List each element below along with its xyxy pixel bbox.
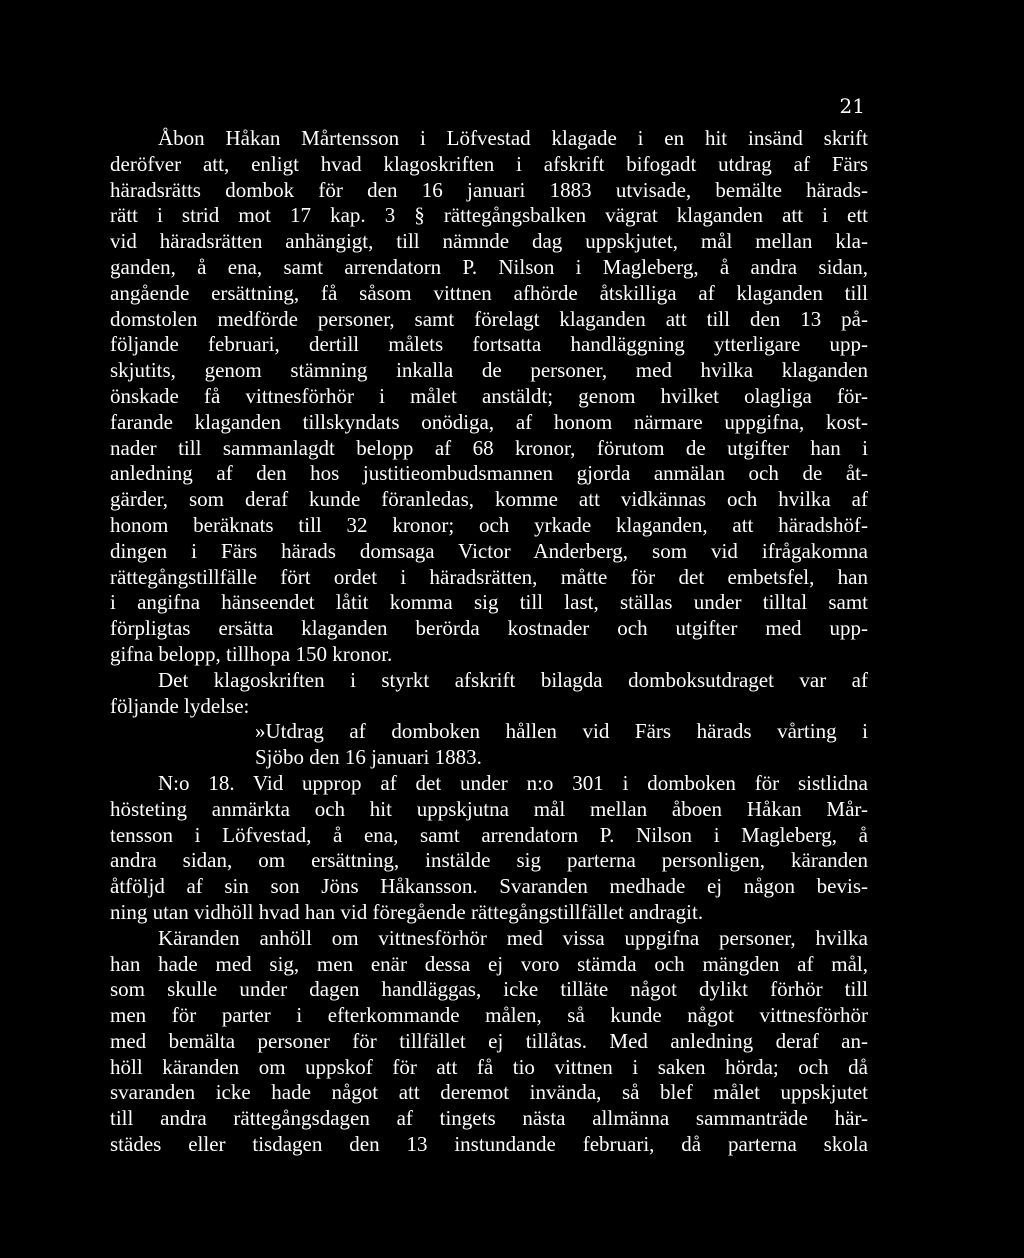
text-line: till andra rättegångsdagen af tingets nästa allmänna sammanträde här-	[110, 1106, 868, 1131]
text-line: Det klagoskriften i styrkt afskrift bilagda domboksutdraget var af	[158, 667, 868, 692]
text-line: Åbon Håkan Mårtensson i Löfvestad klagade i en hit insänd skrift	[158, 126, 868, 150]
text-line: han hade med sig, men enär dessa ej voro stämda och mängden af mål,	[110, 951, 868, 976]
text-line: N:o 18. Vid upprop af det under n:o 301 i domboken för sistlidna	[158, 770, 868, 795]
text-line: vid häradsrätten anhängigt, till nämnde dag uppskjutet, mål mellan kla-	[110, 229, 868, 254]
page-number: 21	[839, 94, 865, 118]
paragraph-intro-extract	[110, 668, 868, 720]
text-line: önskade få vittnesförhör i målet anstäldt; genom hvilket olagliga för-	[110, 383, 868, 408]
text-line: gifna belopp, tillhopa 150 kronor.	[110, 641, 393, 666]
text-line: Käranden anhöll om vittnesförhör med vissa uppgifna personer, hvilka	[158, 925, 868, 950]
paragraph-complaint	[110, 126, 868, 668]
text-line: häradsrätts dombok för den 16 januari 1883 utvisade, bemälte härads-	[110, 177, 868, 202]
text-line: ganden, å ena, samt arrendatorn P. Nilson i Magleberg, å andra sidan,	[110, 254, 868, 279]
text-line: förpligtas ersätta klaganden berörda kostnader och utgifter med upp-	[110, 616, 868, 641]
text-line: åtföljd af sin son Jöns Håkansson. Svaranden medhade ej någon bevis-	[110, 874, 868, 899]
text-line: Sjöbo den 16 januari 1883.	[255, 745, 482, 770]
text-line: följande lydelse:	[110, 693, 250, 718]
text-line: svaranden icke hade något att deremot invända, så blef målet uppskjutet	[110, 1080, 868, 1105]
text-line: angående ersättning, få såsom vittnen afhörde åtskilliga af klaganden till	[110, 280, 868, 305]
text-line: som skulle under dagen handläggas, icke tilläte något dylikt förhör till	[110, 977, 868, 1002]
text-line: skjutits, genom stämning inkalla de personer, med hvilka klaganden	[110, 358, 868, 383]
text-line: rättegångstillfälle fört ordet i häradsrätten, måtte för det embetsfel, han	[110, 564, 868, 589]
text-line: rätt i strid mot 17 kap. 3 § rättegångsbalken vägrat klaganden att i ett	[110, 203, 868, 228]
text-line: med bemälta personer för tillfället ej tillåtas. Med anledning deraf an-	[110, 1028, 868, 1053]
text-line: deröfver att, enligt hvad klagoskriften i afskrift bifogadt utdrag af Färs	[110, 151, 868, 176]
paragraph-plaintiff-request	[110, 926, 868, 1158]
text-line: tensson i Löfvestad, å ena, samt arrendatorn P. Nilson i Magleberg, å	[110, 822, 868, 847]
text-line: ning utan vidhöll hvad han vid föregående rättegångstillfället andragit.	[110, 899, 704, 924]
text-line: gärder, som deraf kunde föranledas, komme att vidkännas och hvilka af	[110, 487, 868, 512]
text-line: andra sidan, om ersättning, instälde sig parterna personligen, käranden	[110, 848, 868, 873]
paragraph-extract-heading	[110, 719, 868, 771]
text-line: anledning af den hos justitieombudsmannen gjorda anmälan och de åt-	[110, 461, 868, 486]
paragraph-case-18	[110, 771, 868, 926]
text-line: domstolen medförde personer, samt förelagt klaganden att till den 13 på-	[110, 306, 868, 331]
text-line: nader till sammanlagdt belopp af 68 kronor, förutom de utgifter han i	[110, 435, 868, 460]
text-line: honom beräknats till 32 kronor; och yrkade klaganden, att häradshöf-	[110, 512, 868, 537]
text-line: »Utdrag af domboken hållen vid Färs härads vårting i	[255, 719, 868, 744]
body-text	[110, 126, 868, 1158]
text-line: hösteting anmärkta och hit uppskjutna mål mellan åboen Håkan Mår-	[110, 796, 868, 821]
text-line: höll käranden om uppskof för att få tio vittnen i saken hörda; och då	[110, 1054, 868, 1079]
text-line: men för parter i efterkommande målen, så kunde något vittnesförhör	[110, 1003, 868, 1028]
text-line: följande februari, dertill målets fortsatta handläggning ytterligare upp-	[110, 332, 868, 357]
text-line: dingen i Färs härads domsaga Victor Anderberg, som vid ifrågakomna	[110, 538, 868, 563]
text-line: farande klaganden tillskyndats onödiga, af honom närmare uppgifna, kost-	[110, 409, 868, 434]
text-line: i angifna hänseendet låtit komma sig till last, ställas under tilltal samt	[110, 590, 868, 615]
text-line: städes eller tisdagen den 13 instundande februari, då parterna skola	[110, 1132, 868, 1157]
